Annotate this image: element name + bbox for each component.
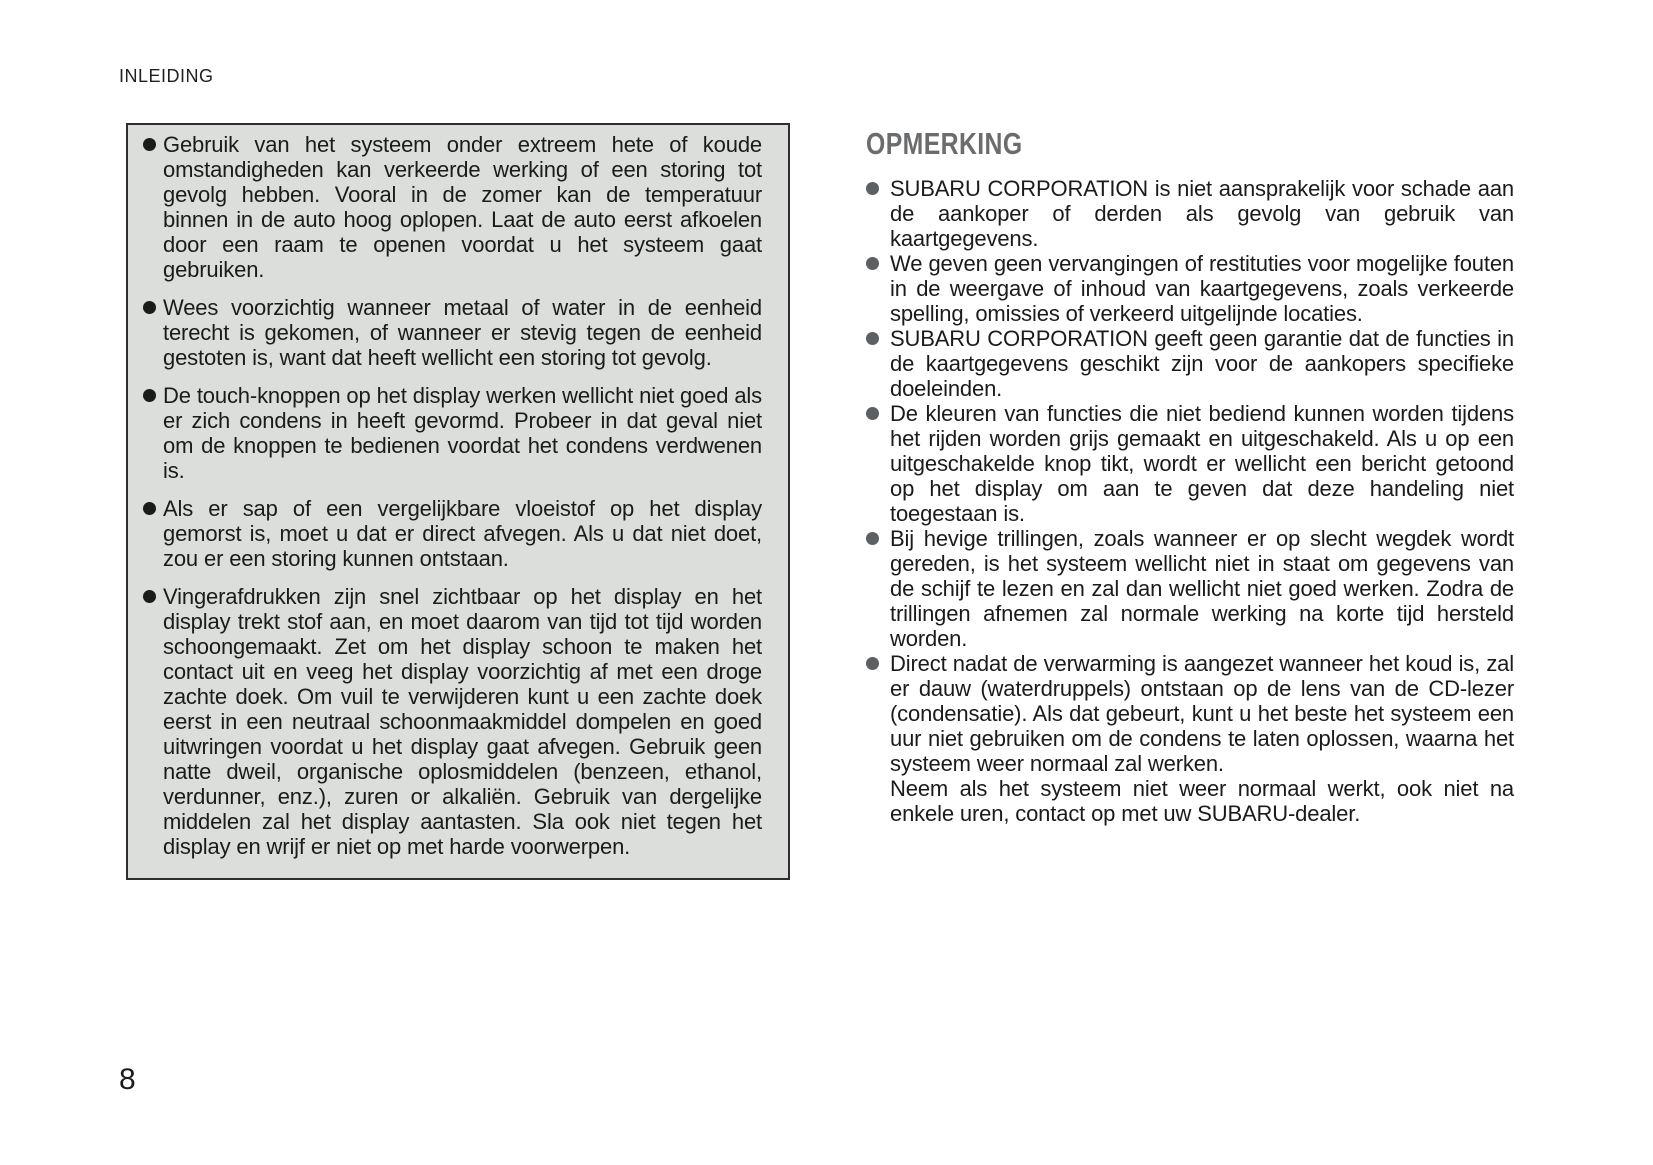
page-header: INLEIDING — [119, 66, 214, 86]
note-item-text: SUBARU CORPORATION is niet aansprakelijk voor schade aan de aankoper of derden als gevolg van gebruik van kaartgegevens. — [890, 176, 1514, 251]
note-item — [866, 526, 1514, 651]
note-item — [866, 651, 1514, 776]
note-item-text: We geven geen vervangingen of restituties voor mogelijke fouten in de weergave of inhoud van kaartgegevens, zoals verkeerde spelling, omissies of verkeerd uitgelijnde locaties. — [890, 251, 1514, 326]
caution-item-text: Wees voorzichtig wanneer metaal of water in de eenheid terecht is gekomen, of wanneer er stevig tegen de eenheid gestoten is, want dat heeft wellicht een storing tot gevolg. — [163, 295, 762, 370]
bullet-icon — [866, 657, 879, 670]
caution-item — [143, 584, 762, 859]
note-item-text: SUBARU CORPORATION geeft geen garantie dat de functies in de kaartgegevens geschikt zijn voor de aankopers specifieke doeleinden. — [890, 326, 1514, 401]
caution-item-text: Gebruik van het systeem onder extreem hete of koude omstandigheden kan verkeerde werking of een storing tot gevolg hebben. Vooral in de zomer kan de temperatuur binnen in de auto hoog oplopen. Laat de auto eerst afkoelen door een raam te openen voordat u het systeem gaat gebruiken. — [163, 132, 762, 282]
caution-item — [143, 496, 762, 571]
caution-item-text: Vingerafdrukken zijn snel zichtbaar op het display en het display trekt stof aan, en moet daarom van tijd tot tijd worden schoongemaakt. Zet om het display schoon te maken het contact uit en veeg het display voorzichtig af met een droge zachte doek. Om vuil te verwijderen kunt u een zachte doek eerst in een neutraal schoonmaakmiddel dompelen en goed uitwringen voordat u het display gaat afvegen. Gebruik geen natte dweil, organische oplosmiddelen (benzeen, ethanol, verdunner, enz.), zuren or alkaliën. Gebruik van dergelijke middelen zal het display aantasten. Sla ook niet tegen het display en wrijf er niet op met harde voorwerpen. — [163, 584, 762, 859]
caution-item — [143, 383, 762, 483]
caution-box — [126, 123, 790, 880]
caution-item-text: De touch-knoppen op het display werken wellicht niet goed als er zich condens in heeft gevormd. Probeer in dat geval niet om de knoppen te bedienen voordat het condens verdwenen is. — [163, 383, 762, 483]
bullet-icon — [866, 532, 879, 545]
caution-item-text: Als er sap of een vergelijkbare vloeistof op het display gemorst is, moet u dat er direct afvegen. Als u dat niet doet, zou er een storing kunnen ontstaan. — [163, 496, 762, 571]
bullet-icon — [866, 332, 879, 345]
note-item-text: Bij hevige trillingen, zoals wanneer er op slecht wegdek wordt gereden, is het systeem wellicht niet in staat om gegevens van de schijf te lezen en zal dan wellicht niet goed werken. Zodra de trillingen afnemen zal normale werking na korte tijd hersteld worden. — [890, 526, 1514, 651]
bullet-icon — [143, 590, 156, 603]
caution-list — [143, 132, 762, 859]
bullet-icon — [866, 257, 879, 270]
page-number: 8 — [119, 1063, 136, 1096]
bullet-icon — [866, 407, 879, 420]
note-item — [866, 176, 1514, 251]
note-section — [866, 126, 1514, 826]
bullet-icon — [143, 301, 156, 314]
bullet-icon — [143, 502, 156, 515]
caution-item — [143, 295, 762, 370]
note-item — [866, 401, 1514, 526]
note-item-text: Direct nadat de verwarming is aangezet wanneer het koud is, zal er dauw (waterdruppels) ontstaan op de lens van de CD-lezer (condensatie). Als dat gebeurt, kunt u het beste het systeem een uur niet gebruiken om de condens te laten oplossen, waarna het systeem weer normaal zal werken. — [890, 651, 1514, 776]
note-item-text: Neem als het systeem niet weer normaal werkt, ook niet na enkele uren, contact op met uw SUBARU-dealer. — [890, 776, 1514, 826]
bullet-icon — [143, 138, 156, 151]
note-item — [866, 326, 1514, 401]
bullet-icon — [866, 182, 879, 195]
note-heading: OPMERKING — [866, 126, 1023, 161]
bullet-icon — [143, 389, 156, 402]
note-item-text: De kleuren van functies die niet bediend kunnen worden tijdens het rijden worden grijs gemaakt en uitgeschakeld. Als u op een uitgeschakelde knop tikt, wordt er wellicht een bericht getoond op het display om aan te geven dat deze handeling niet toegestaan is. — [890, 401, 1514, 526]
note-item — [866, 776, 1514, 826]
note-item — [866, 251, 1514, 326]
caution-item — [143, 132, 762, 282]
note-list — [866, 176, 1514, 826]
